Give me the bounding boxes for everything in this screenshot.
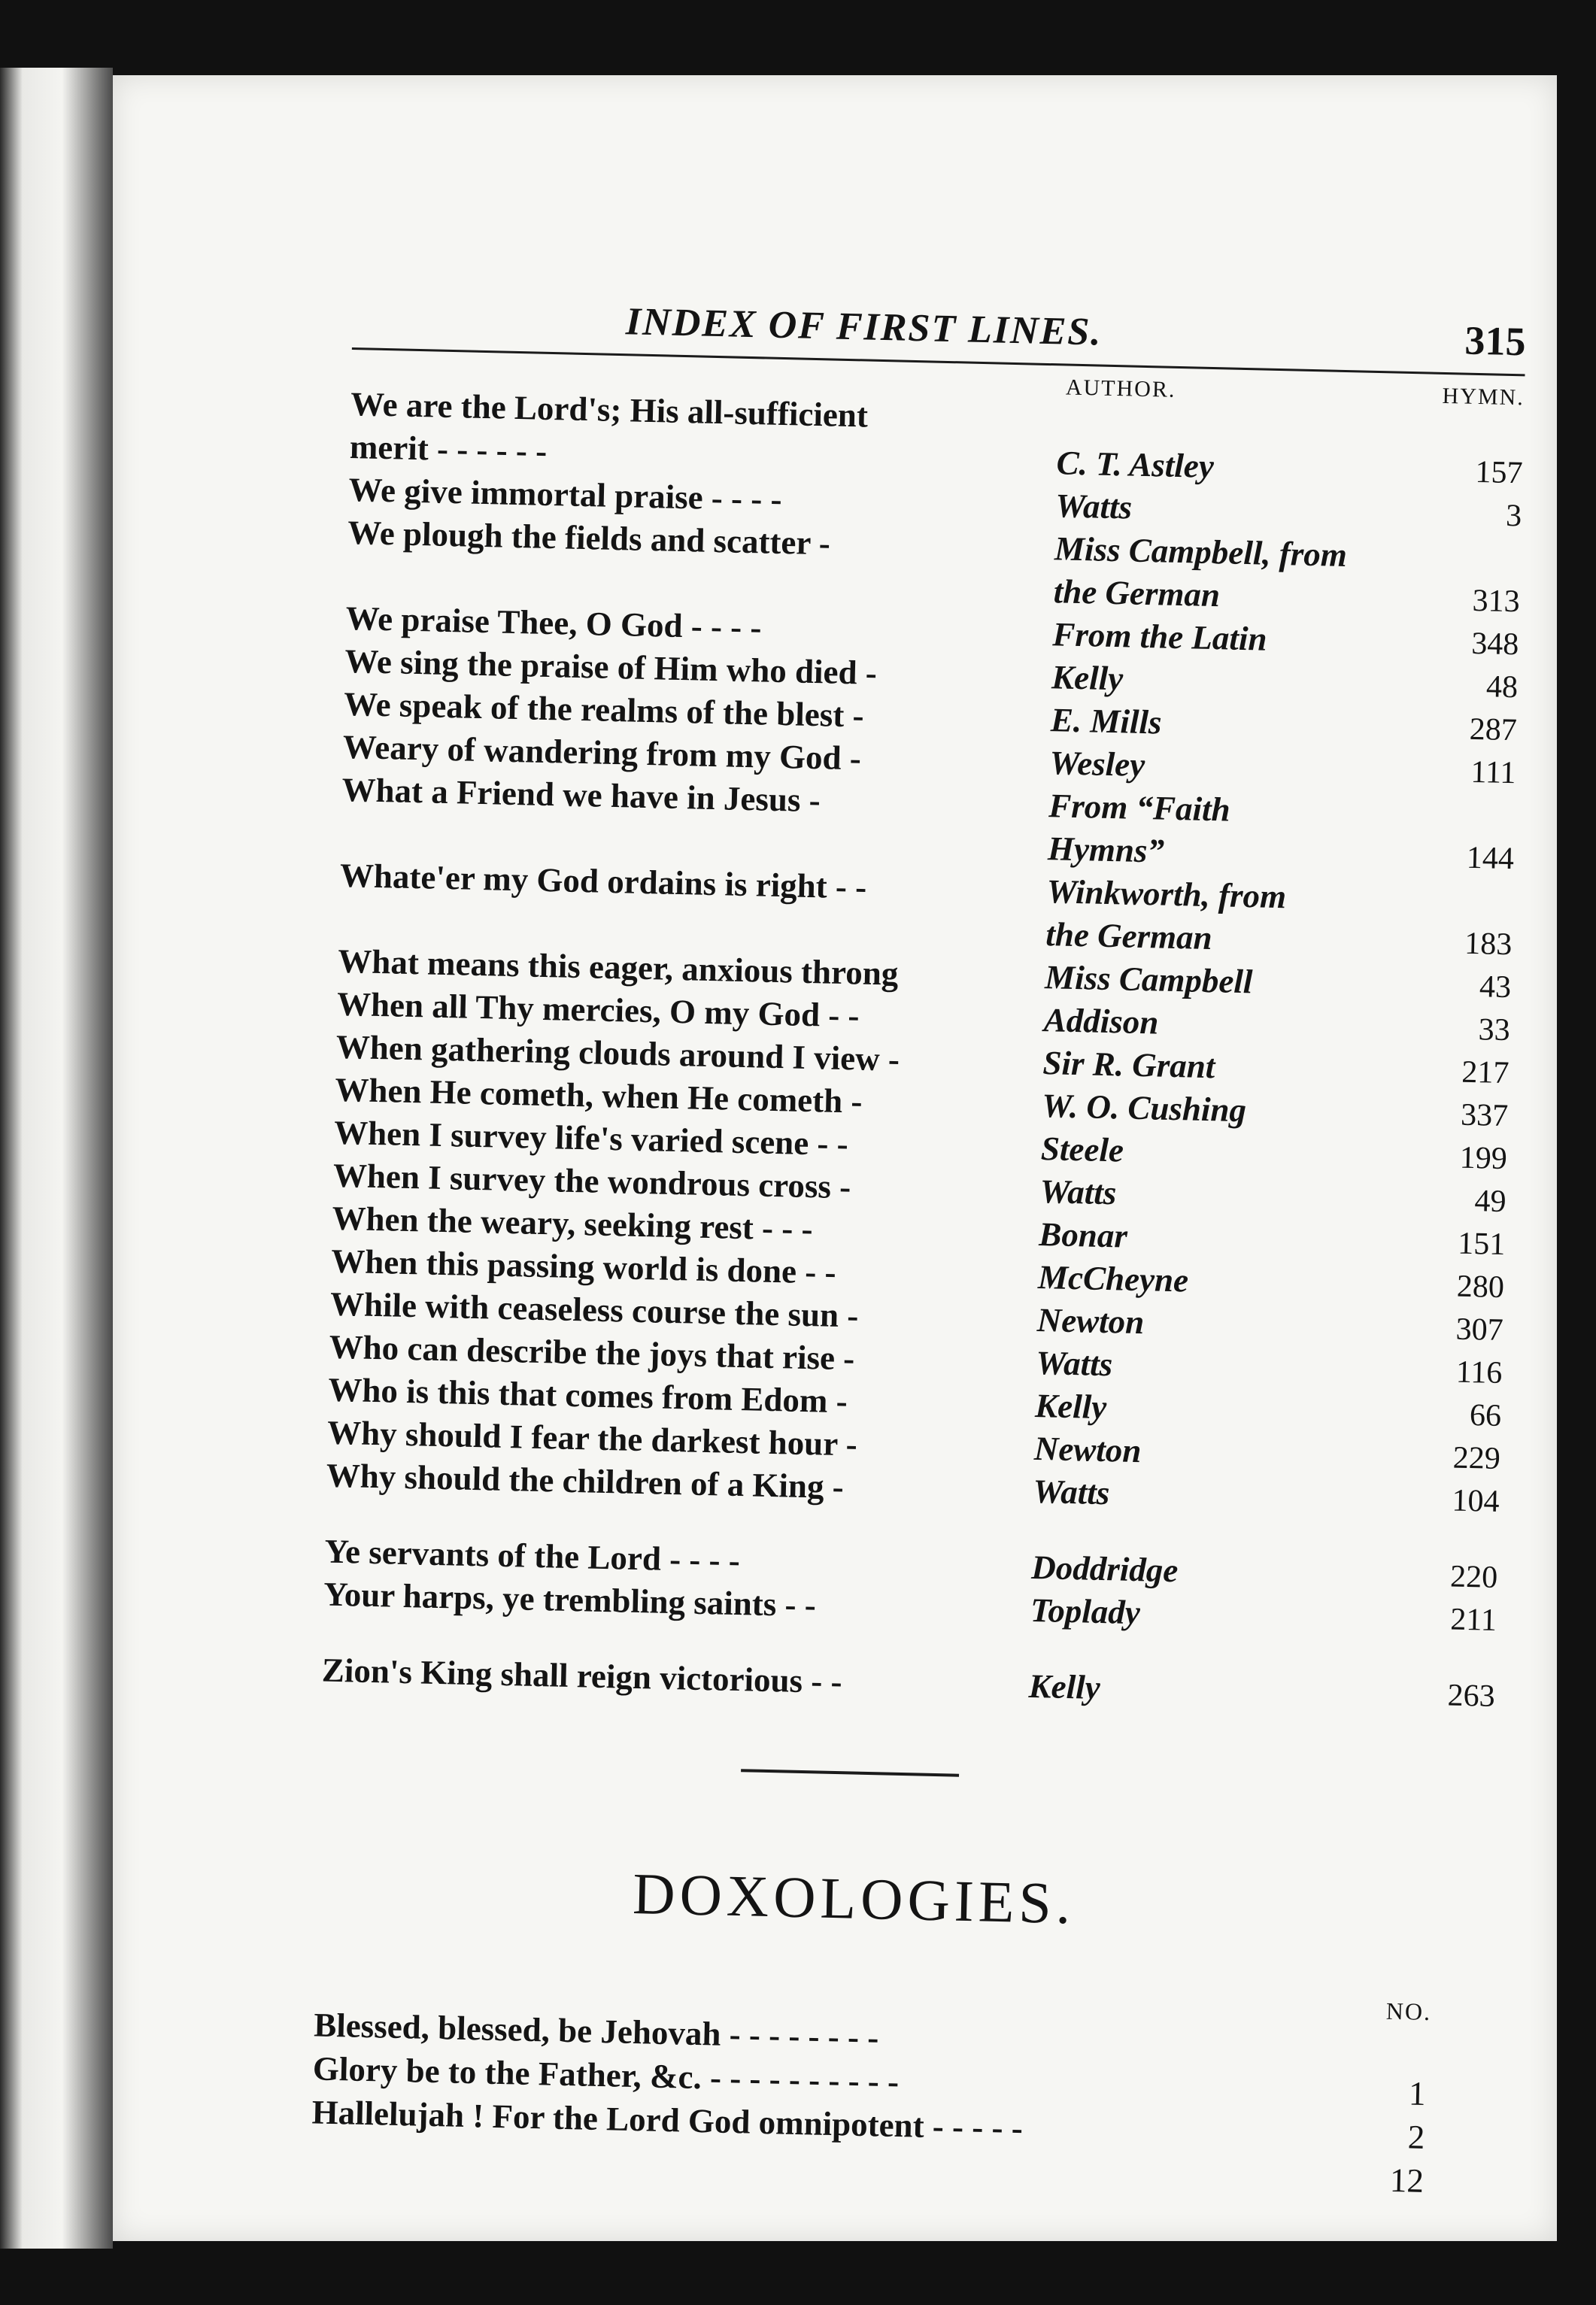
hymn-number: 229 (1452, 1440, 1501, 1476)
hymn-number: 116 (1455, 1354, 1503, 1391)
hymn-number: 66 (1469, 1398, 1502, 1434)
first-line: Your harps, ye trembling saints - - (323, 1575, 817, 1624)
index-entry (321, 1649, 1495, 1718)
hymn-number: 48 (1485, 669, 1519, 705)
author: Doddridge (1030, 1548, 1179, 1590)
author: Watts (1035, 1343, 1113, 1384)
doxology-line: Hallelujah ! For the Lord God omnipotent - - - - - (311, 2093, 1024, 2147)
hymn-number: 280 (1456, 1269, 1505, 1306)
first-line: When the weary, seeking rest - - - (332, 1199, 814, 1248)
author: Winkworth, from the German (1045, 872, 1287, 957)
doxology-number: 1 (1408, 2074, 1427, 2112)
author: Kelly (1034, 1386, 1107, 1427)
author: Watts (1039, 1172, 1117, 1212)
author: Steele (1040, 1130, 1124, 1169)
first-line: We are the Lord's; His all-sufficient merit - - - - - - (349, 384, 869, 470)
first-line: Who can describe the joys that rise - (329, 1327, 855, 1378)
hymn-number: 3 (1505, 498, 1522, 534)
first-line: Weary of wandering from my God - (342, 727, 862, 778)
doxology-number-header: NO. (1385, 1997, 1432, 2026)
author: W. O. Cushing (1041, 1087, 1247, 1130)
hymn-number: 144 (1466, 840, 1515, 877)
hymn-number: 183 (1464, 926, 1513, 963)
page-number: 315 (1464, 317, 1527, 365)
author: Toplady (1030, 1591, 1141, 1632)
first-line: When all Thy mercies, O my God - - (336, 984, 860, 1035)
author: Newton (1036, 1300, 1145, 1342)
first-line: Who is this that comes from Edom - (327, 1370, 848, 1421)
first-line: When I survey the wondrous cross - (332, 1156, 851, 1206)
author: Watts (1033, 1472, 1110, 1512)
hymn-number: 111 (1470, 754, 1516, 791)
author-column-header: AUTHOR. (1065, 375, 1176, 402)
first-line: When gathering clouds around I view - (335, 1027, 900, 1078)
author: Newton (1033, 1429, 1142, 1470)
hymn-number: 287 (1469, 711, 1518, 748)
first-line: What a Friend we have in Jesus - (341, 770, 821, 820)
first-line: Zion's King shall reign victorious - - (321, 1651, 843, 1701)
doxology-line: Glory be to the Father, &c. - - - - - - - - - - (312, 2049, 900, 2101)
hymn-number: 337 (1460, 1097, 1509, 1134)
hymn-number: 263 (1447, 1678, 1496, 1714)
hymn-number: 217 (1461, 1054, 1510, 1091)
hymn-number: 307 (1455, 1312, 1504, 1348)
author: E. Mills (1050, 701, 1162, 742)
first-line: We praise Thee, O God - - - - (345, 599, 763, 647)
book-page (113, 75, 1557, 2241)
hymn-number: 199 (1459, 1140, 1508, 1177)
hymn-column-header: HYMN. (1442, 383, 1525, 411)
author: Addison (1043, 1001, 1159, 1042)
first-line: Why should I fear the darkest hour - (326, 1413, 858, 1463)
author: Watts (1054, 487, 1133, 526)
section-divider (741, 1769, 959, 1777)
author: Miss Campbell (1044, 958, 1253, 1001)
author: McCheyne (1037, 1257, 1189, 1300)
author: C. T. Astley (1056, 401, 1215, 486)
hymn-number: 104 (1451, 1483, 1500, 1519)
hymn-number: 157 (1475, 454, 1524, 491)
first-line: Whate'er my God ordains is right - - (339, 856, 867, 906)
first-line: We plough the fields and scatter - (347, 513, 831, 563)
author: Sir R. Grant (1042, 1044, 1215, 1086)
doxology-number: 12 (1389, 2161, 1425, 2200)
hymn-number: 348 (1470, 626, 1519, 663)
first-line: When He cometh, when He cometh - (334, 1070, 863, 1121)
first-line: We give immortal praise - - - - (348, 470, 783, 518)
hymn-number: 220 (1449, 1559, 1498, 1595)
author: Kelly (1051, 658, 1124, 698)
first-line: While with ceaseless course the sun - (329, 1284, 859, 1335)
author: Kelly (1028, 1667, 1101, 1706)
author: Wesley (1049, 744, 1145, 784)
page-content (311, 278, 1527, 2204)
first-line: What means this eager, anxious throng (337, 942, 899, 993)
index-entries (321, 383, 1524, 1718)
doxology-line: Blessed, blessed, be Jehovah - - - - - - - - (313, 2006, 879, 2057)
first-line: Why should the children of a King - (326, 1456, 845, 1506)
first-line: We sing the praise of Him who died - (344, 641, 878, 692)
first-line: Ye servants of the Lord - - - - (324, 1532, 741, 1580)
first-line: When I survey life's varied scene - - (333, 1113, 849, 1163)
hymn-number: 49 (1474, 1184, 1507, 1220)
running-head-title: INDEX OF FIRST LINES. (625, 300, 1103, 354)
hymn-number: 211 (1449, 1602, 1497, 1638)
author: Miss Campbell, from the German (1053, 529, 1348, 614)
author: From the Latin (1051, 615, 1268, 658)
author: Bonar (1038, 1215, 1128, 1255)
doxology-number (1373, 2027, 1427, 2072)
hymn-number: 151 (1457, 1226, 1506, 1263)
first-line: When this passing world is done - - (330, 1242, 837, 1291)
hymn-number: 313 (1472, 583, 1521, 620)
hymn-number: 33 (1478, 1012, 1511, 1048)
hymn-number: 43 (1479, 969, 1512, 1005)
author: From “Faith Hymns” (1047, 787, 1231, 870)
doxology-number: 2 (1407, 2118, 1425, 2156)
doxologies-title: DOXOLOGIES. (632, 1860, 1076, 1937)
facing-page-edge (0, 68, 113, 2249)
first-line: We speak of the realms of the blest - (343, 684, 865, 735)
